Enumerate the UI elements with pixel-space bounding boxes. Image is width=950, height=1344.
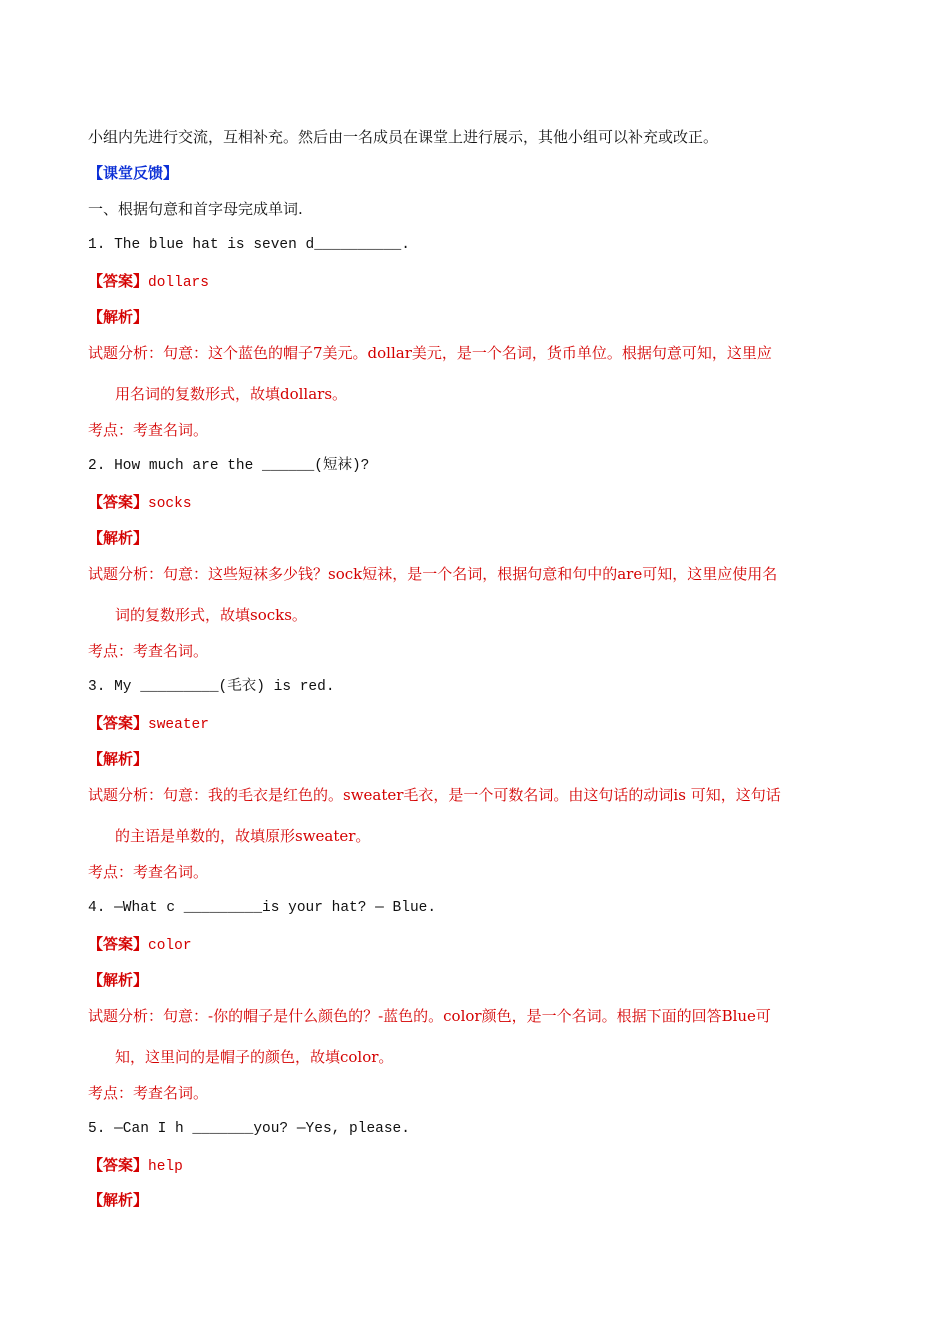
- question-4-text: 4. —What c _________is your hat? — Blue.: [88, 900, 437, 916]
- question-4-analysis-line1: 试题分析：句意：-你的帽子是什么颜色的？-蓝色的。color颜色，是一个名词。根据下面的回答Blue可: [88, 1007, 771, 1025]
- question-1-text: 1. The blue hat is seven d__________.: [88, 237, 410, 253]
- question-2-point: 考点：考查名词。: [88, 642, 209, 660]
- question-1-answer: [88, 271, 209, 293]
- question-1-point: 考点：考查名词。: [88, 421, 209, 439]
- answer-value: dollars: [148, 275, 209, 291]
- question-4-analysis-line2: 知，这里问的是帽子的颜色，故填color。: [115, 1048, 394, 1066]
- question-2-analysis-label: 【解析】: [88, 529, 149, 547]
- answer-label: 【答案】: [88, 935, 149, 953]
- question-4-analysis-label: 【解析】: [88, 971, 149, 989]
- answer-value: sweater: [148, 717, 209, 733]
- question-4-answer: [88, 934, 192, 956]
- intro-paragraph: 小组内先进行交流，互相补充。然后由一名成员在课堂上进行展示，其他小组可以补充或改正。: [88, 128, 719, 146]
- question-3-analysis-line1: 试题分析：句意：我的毛衣是红色的。sweater毛衣，是一个可数名词。由这句话的动词is 可知，这句话: [88, 786, 781, 804]
- question-3-analysis-label: 【解析】: [88, 750, 149, 768]
- question-2-answer: [88, 492, 192, 514]
- question-3-analysis-line2: 的主语是单数的，故填原形sweater。: [115, 827, 371, 845]
- question-3-answer: [88, 713, 209, 735]
- part-title: 一、根据句意和首字母完成单词.: [88, 200, 303, 218]
- question-1-analysis-line2: 用名词的复数形式，故填dollars。: [115, 385, 348, 403]
- answer-value: help: [148, 1159, 183, 1175]
- question-1-analysis-line1: 试题分析：句意：这个蓝色的帽子7美元。dollar美元，是一个名词，货币单位。根据句意可知，这里应: [88, 344, 772, 362]
- answer-label: 【答案】: [88, 1156, 149, 1174]
- answer-value: socks: [148, 496, 192, 512]
- answer-value: color: [148, 938, 192, 954]
- question-4-point: 考点：考查名词。: [88, 1084, 209, 1102]
- question-5-answer: [88, 1155, 183, 1177]
- answer-label: 【答案】: [88, 272, 149, 290]
- question-1-analysis-label: 【解析】: [88, 308, 149, 326]
- answer-label: 【答案】: [88, 714, 149, 732]
- question-5-text: 5. —Can I h _______you? —Yes, please.: [88, 1121, 410, 1137]
- question-5-analysis-label: 【解析】: [88, 1191, 149, 1209]
- answer-label: 【答案】: [88, 493, 149, 511]
- question-2-text: 2. How much are the ______(短袜)?: [88, 458, 370, 474]
- question-2-analysis-line1: 试题分析：句意：这些短袜多少钱？sock短袜，是一个名词，根据句意和句中的are可知，这里应使用名: [88, 565, 778, 583]
- question-3-text: 3. My _________(毛衣) is red.: [88, 679, 335, 695]
- section-title: 【课堂反馈】: [88, 164, 179, 182]
- question-2-analysis-line2: 词的复数形式，故填socks。: [115, 606, 307, 624]
- question-3-point: 考点：考查名词。: [88, 863, 209, 881]
